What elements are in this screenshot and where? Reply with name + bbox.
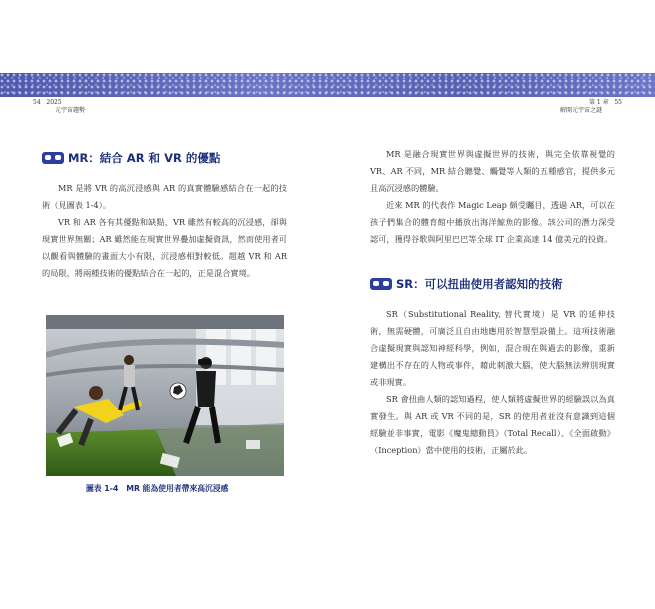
- paragraph: 近來 MR 的代表作 Magic Leap 頗受矚目，透過 AR，可以在孩子們集合的體育館中播放出海洋鯨魚的影像。該公司的潛力深受認可，獲得谷歌與阿里巴巴等全球 IT 企業高達 14 億美元的投資。: [370, 200, 615, 244]
- right-page: [370, 146, 615, 459]
- chapter-number: 第 1 章: [588, 99, 609, 106]
- vr-headset-icon: [42, 152, 64, 164]
- header-year: 2025: [46, 99, 62, 106]
- figure-caption: 圖表 1-4 MR 能為使用者帶來高沉浸感: [86, 484, 229, 493]
- section-heading-sr: [370, 276, 615, 292]
- paragraph: SR 會扭曲人類的認知過程，使人類將虛擬世界的經驗誤以為真實發生。與 AR 或 VR 不同的是，SR 的使用者並沒有意識到這個經驗並非事實，電影《魔鬼總動員》（Total Recall）、《全面啟動》（Inception）當中使用的技術，正屬於此。: [370, 394, 615, 455]
- vr-headset-icon: [370, 278, 392, 290]
- book-title: 元宇宙趨勢: [55, 107, 86, 114]
- left-page-number: 54: [33, 99, 41, 106]
- chapter-title: 解開元宇宙之謎: [559, 107, 602, 114]
- right-page-number: 55: [614, 99, 622, 106]
- left-page-header: [33, 99, 85, 115]
- paragraph: VR 和 AR 各有其優點和缺點，VR 雖然有較高的沉浸感，卻與現實世界無關；AR 雖然能在現實世界疊加虛擬資訊，然而使用者可以觀看與體驗的畫面大小有限，沉浸感相對較低。超越 VR 和 AR 的局限，將兩種技術的優點結合在一起的，正是混合實境。: [42, 217, 287, 278]
- paragraph: MR 是將 VR 的高沉浸感與 AR 的真實體驗感結合在一起的技術（見圖表 1-4）。: [42, 183, 287, 210]
- left-page: [42, 146, 287, 282]
- heading-text: MR：結合 AR 和 VR 的優點: [68, 151, 221, 165]
- decorative-pixel-band: [0, 73, 655, 97]
- section-heading-mr: [42, 150, 287, 166]
- figure-mr-soccer-image: [46, 315, 284, 476]
- paragraph: SR（Substitutional Reality, 替代實境）是 VR 的延伸技術，無需硬體，可廣泛且自由地應用於智慧型設備上。這項技術融合虛擬現實與認知神經科學，例如，混合現在與過去的影像，重新建構出不存在的人物或事件，藉此刺激大腦，使大腦無法辨別現實或非現實。: [370, 309, 615, 387]
- right-page-header: [560, 99, 622, 115]
- paragraph: MR 是融合現實世界與虛擬世界的技術，與完全依靠視覺的 VR、AR 不同，MR 結合聽覺、觸覺等人類的五種感官，提供多元且高沉浸感的體驗。: [370, 149, 615, 193]
- heading-text: SR：可以扭曲使用者認知的技術: [396, 277, 563, 291]
